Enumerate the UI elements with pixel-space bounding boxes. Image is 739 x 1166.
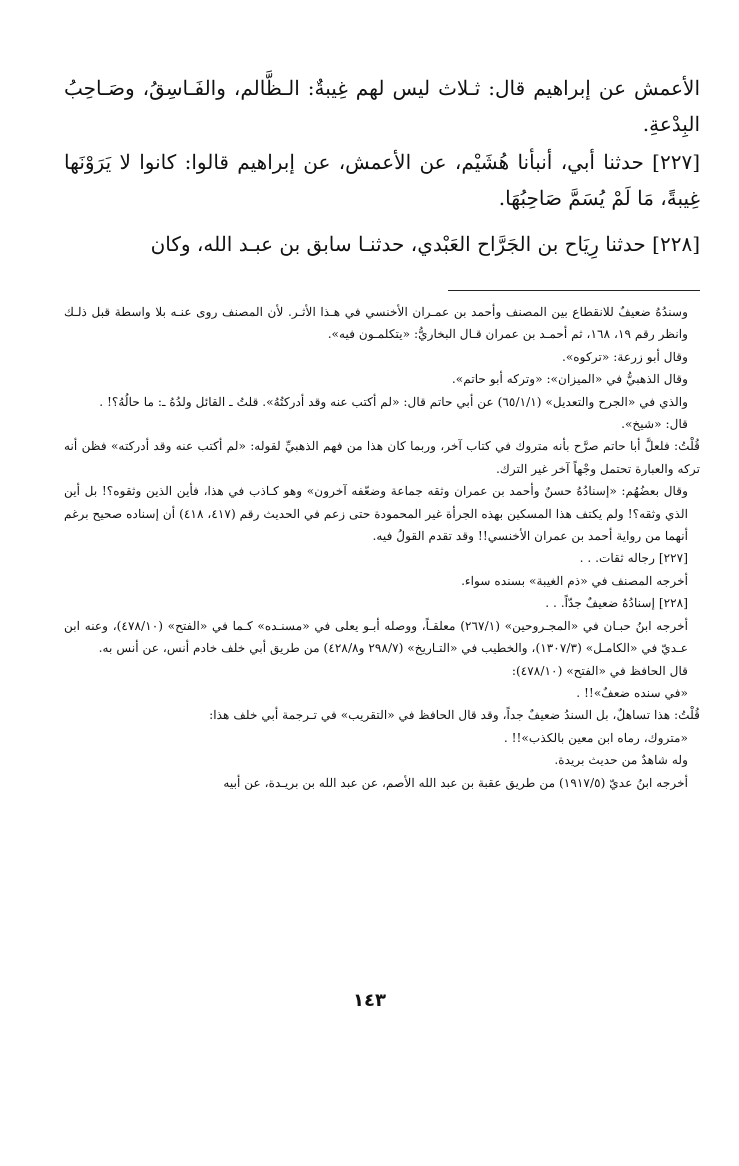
footnote-line: «في سنده ضعفٌ»!! .: [576, 685, 688, 700]
footnote-line: وقال بعضُهُم: «إسنادُهُ حسنٌ وأحمد بن عمران وثقه جماعة وضعّفه آخرون» وهو كـاذب في هذا، فأين الذين وثقوه؟! بل أين الذي وثقه؟! ولم يكتف هذا المسكين بهذه الجرأة غير المحمودة حتى زعم في الحديث رقم (٤١٧، ٤١٨) أن إسناده صحيح برغم أنهما من رواية أحمد بن عمران الأخنسي!! وقد تقدم القولُ فيه.: [64, 484, 688, 544]
footnote-line: «متروك، رماه ابن معين بالكذب»!! .: [503, 730, 688, 745]
main-paragraph-hadith-227: [٢٢٧] حدثنا أبي، أنبأنا هُشَيْم، عن الأعمش، عن إبراهيم قالوا: كانوا لا يَرَوْنَها غِيبةً، مَا لَمْ يُسَمَّ صَاحِبُهَا.: [64, 150, 700, 210]
footnote-line: وقال أبو زرعة: «تركوه».: [561, 349, 688, 364]
footnote-line: [٢٢٨] إسنادُهُ ضعيفٌ جدّاً. . .: [545, 596, 688, 611]
footnote-line: وله شاهدٌ من حديث بريدة.: [554, 753, 688, 768]
main-paragraph-hadith-228: [٢٢٨] حدثنا رِيَاح بن الجَرَّاح العَبْدي، حدثنـا سابق بن عبـد الله، وكان: [150, 232, 700, 256]
footnote-line: وسندُهُ ضعيفٌ للانقطاع بين المصنف وأحمد بن عمـران الأخنسي في هـذا الأثـر. لأن المصنف روى عنـه بلا واسطة قبل ذلـك وانظر رقم ١٩، ١٦٨، ثم أحمـد بن عمران قـال البخاريُّ: «يتكلمـون فيه».: [64, 305, 688, 342]
footnote-line: قُلْتُ: فلعلَّ أبا حاتم صرَّح بأنه متروك في كتاب آخر، وربما كان هذا من فهم الذهبيِّ لقوله: «لم أكتب عنه وقد أدركته» فظن أنه تركه والعبارة تحتمل وجْهاً آخر غير الترك.: [64, 439, 700, 476]
page-number: ١٤٣: [353, 990, 386, 1011]
footnote-line: قُلْتُ: هذا تساهلٌ، بل السندُ ضعيفٌ جداً، وقد قال الحافظ في «التقريب» في تـرجمة أبي خلف هذا:: [209, 708, 700, 723]
footnote-line: قال الحافظ في «الفتح» (٤٧٨/١٠):: [511, 663, 688, 678]
footnote-line: وقال الذهبيُّ في «الميزان»: «وتركه أبو حاتم».: [451, 372, 688, 387]
footnote-separator: [448, 290, 700, 291]
footnote-line: [٢٢٧] رجاله ثقات. . .: [579, 551, 688, 566]
footnote-line: والذي في «الجرح والتعديل» (٦٥/١/١) عن أبي حاتم قال: «لم أكتب عنه وقد أدركتُهُ». قلتُ ـ القائل ولدُهُ ـ: ما حالُهُ؟! .: [99, 394, 688, 409]
footnote-line: أخرجه ابنُ عديّ (١٩١٧/٥) من طريق عقبة بن عبد الله الأصم، عن عبد الله بن بريـدة، عن أبيه: [223, 775, 688, 790]
footnote-line: أخرجه المصنف في «ذم الغيبة» بسنده سواء.: [461, 573, 688, 588]
footnote-line: أخرجه ابنُ حبـان في «المجـروحين» (٢٦٧/١) معلقـاً، ووصله أبـو يعلى في «مسنـده» كـما في «الفتح» (٤٧٨/١٠)، وعنه ابن عـديّ في «الكامـل» (١٣٠٧/٣)، والخطيب في «التـاريخ» (٢٩٨/٧ و٤٢٨/٨) من طريق أبي خلف خادم أنس، عن أنس به.: [64, 618, 688, 656]
main-paragraph-1: الأعمش عن إبراهيم قال: ثـلاث ليس لهم غِيبةٌ: الـظَّالم، والفَـاسِقُ، وصَـاحِبُ البِدْعةِ.: [64, 76, 700, 136]
footnotes: [64, 301, 700, 794]
footnote-line: قال: «شيخ».: [621, 417, 688, 432]
